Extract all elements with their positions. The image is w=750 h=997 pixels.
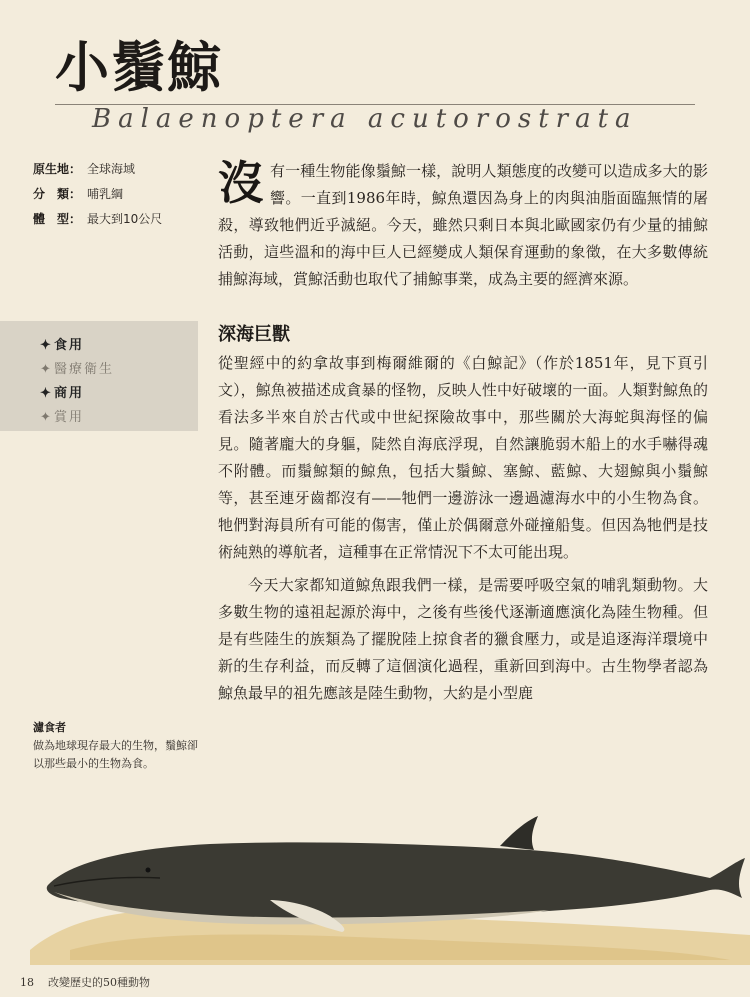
fact-label: 體 型： [33, 212, 82, 226]
use-item-watching [40, 407, 114, 431]
fact-list [33, 160, 162, 235]
use-label: 商用 [54, 386, 85, 401]
article-body [218, 158, 708, 707]
uses-list [40, 335, 114, 431]
scientific-name: Balaenoptera acutorostrata [92, 104, 638, 134]
fact-value: 哺乳綱 [87, 187, 124, 201]
drop-cap: 沒 [218, 156, 264, 210]
star-icon: ✦ [40, 386, 53, 401]
page-number: 18 [20, 976, 34, 989]
fact-size [33, 210, 162, 235]
intro-text: 有一種生物能像鬚鯨一樣，說明人類態度的改變可以造成多大的影響。一直到1986年時，鯨魚還因為身上的肉與油脂面臨無情的屠殺，導致牠們近乎滅絕。今天，雖然只剩日本與北歐國家仍有少量的捕鯨活動，這些溫和的海中巨人已經變成人類保育運動的象徵，在大多數傳統捕鯨海域，賞鯨活動也取代了捕鯨事業，成為主要的經濟來源。 [218, 162, 708, 288]
star-icon: ✦ [40, 362, 53, 377]
image-caption [33, 719, 203, 773]
use-item-commercial [40, 383, 114, 407]
whale-body [47, 842, 745, 918]
section-heading: 深海巨獸 [218, 324, 290, 345]
star-icon: ✦ [40, 338, 53, 353]
fact-value: 最大到10公尺 [87, 212, 163, 226]
body-paragraph: 今天大家都知道鯨魚跟我們一樣，是需要呼吸空氣的哺乳類動物。大多數生物的遠祖起源於海中，之後有些後代逐漸適應演化為陸生物種。但是有些陸生的族類為了擺脫陸上掠食者的獵食壓力，或是追逐海洋環境中新的生存利益，而反轉了這個演化過程，重新回到海中。古生物學者認為鯨魚最早的祖先應該是陸生動物，大約是小型鹿 [218, 576, 708, 702]
fact-classification [33, 185, 162, 210]
whale-dorsal-fin [500, 816, 538, 850]
use-item-medical [40, 359, 114, 383]
fact-label: 分 類： [33, 187, 82, 201]
use-label: 醫療衛生 [54, 362, 115, 377]
star-icon: ✦ [40, 410, 53, 425]
minke-whale-illustration [30, 800, 750, 965]
body-paragraph: 從聖經中的約拿故事到梅爾維爾的《白鯨記》（作於1851年，見下頁引文），鯨魚被描述成貪暴的怪物，反映人性中好破壞的一面。人類對鯨魚的看法多半來自於古代或中世紀探險故事中，那些關於大海蛇與海怪的偏見。隨著龐大的身軀，陡然自海底浮現，自然讓脆弱木船上的水手嚇得魂不附體。而鬚鯨類的鯨魚，包括大鬚鯨、塞鯨、藍鯨、大翅鯨與小鬚鯨等，甚至連牙齒都沒有——牠們一邊游泳一邊過濾海水中的小生物為食。牠們對海員所有可能的傷害，僅止於偶爾意外碰撞船隻。但因為牠們是技術純熟的導航者，這種事在正常情況下不太可能出現。 [218, 354, 708, 561]
book-title: 改變歷史的50種動物 [48, 976, 150, 989]
intro-paragraph [218, 158, 708, 293]
use-item-food [40, 335, 114, 359]
whale-eye [146, 868, 151, 873]
fact-label: 原生地： [33, 162, 82, 176]
fact-value: 全球海域 [87, 162, 136, 176]
use-label: 賞用 [54, 410, 85, 425]
page-footer [20, 974, 150, 990]
use-label: 食用 [54, 338, 85, 353]
page-title: 小鬚鯨 [55, 35, 223, 99]
uses-panel [0, 321, 198, 431]
caption-title: 濾食者 [33, 721, 66, 734]
fact-origin [33, 160, 162, 185]
caption-text: 做為地球現存最大的生物，鬚鯨卻以那些最小的生物為食。 [33, 739, 198, 770]
